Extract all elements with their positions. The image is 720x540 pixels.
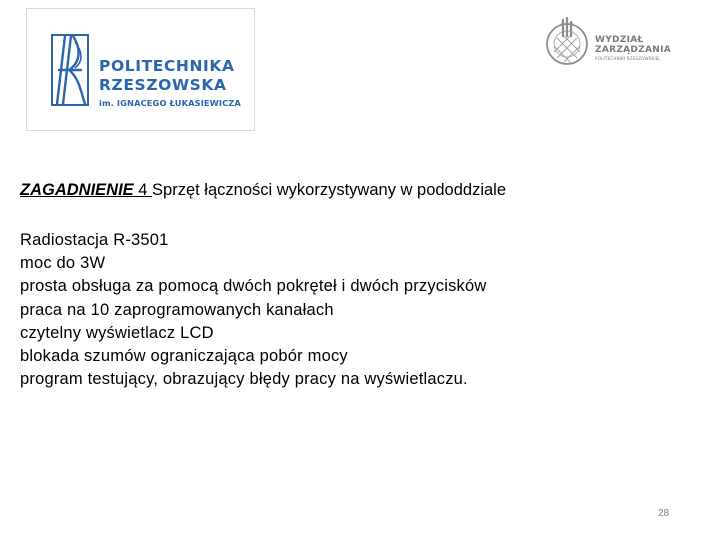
wydzial-zarzadzania-logo [544, 16, 684, 68]
faculty-name-line2: ZARZĄDZANIA [595, 45, 672, 55]
heading-title: Sprzęt łączności wykorzystywany w pododdziale [152, 181, 507, 199]
faculty-emblem-icon [544, 16, 590, 68]
section-heading [20, 180, 506, 200]
university-name-line2: RZESZOWSKA [99, 76, 227, 94]
university-name-line1: POLITECHNIKA [99, 57, 235, 75]
list-item: blokada szumów ograniczająca pobór mocy [20, 347, 348, 366]
list-item: Radiostacja R-3501 [20, 231, 169, 249]
university-patron: im. IGNACEGO ŁUKASIEWICZA [99, 98, 241, 108]
university-name [99, 57, 241, 110]
list-item: moc do 3W [20, 254, 106, 273]
list-item: praca na 10 zaprogramowanych kanałach [20, 300, 334, 319]
feature-list [20, 229, 487, 391]
list-item: program testujący, obrazujący błędy pracy na wyświetlaczu. [20, 370, 468, 389]
heading-number: 4 [133, 181, 153, 199]
faculty-name-line1: WYDZIAŁ [595, 35, 644, 45]
list-item: czytelny wyświetlacz LCD [20, 323, 214, 342]
politechnika-rzeszowska-logo [26, 8, 255, 131]
faculty-name [595, 35, 671, 62]
page-number: 28 [658, 508, 670, 519]
faculty-name-line3: POLITECHNIKI RZESZOWSKIEJ [595, 56, 660, 61]
list-item: prosta obsługa za pomocą dwóch pokręteł i dwóch przycisków [20, 277, 487, 296]
university-emblem-icon [51, 34, 89, 106]
heading-key: ZAGADNIENIE [20, 181, 134, 199]
